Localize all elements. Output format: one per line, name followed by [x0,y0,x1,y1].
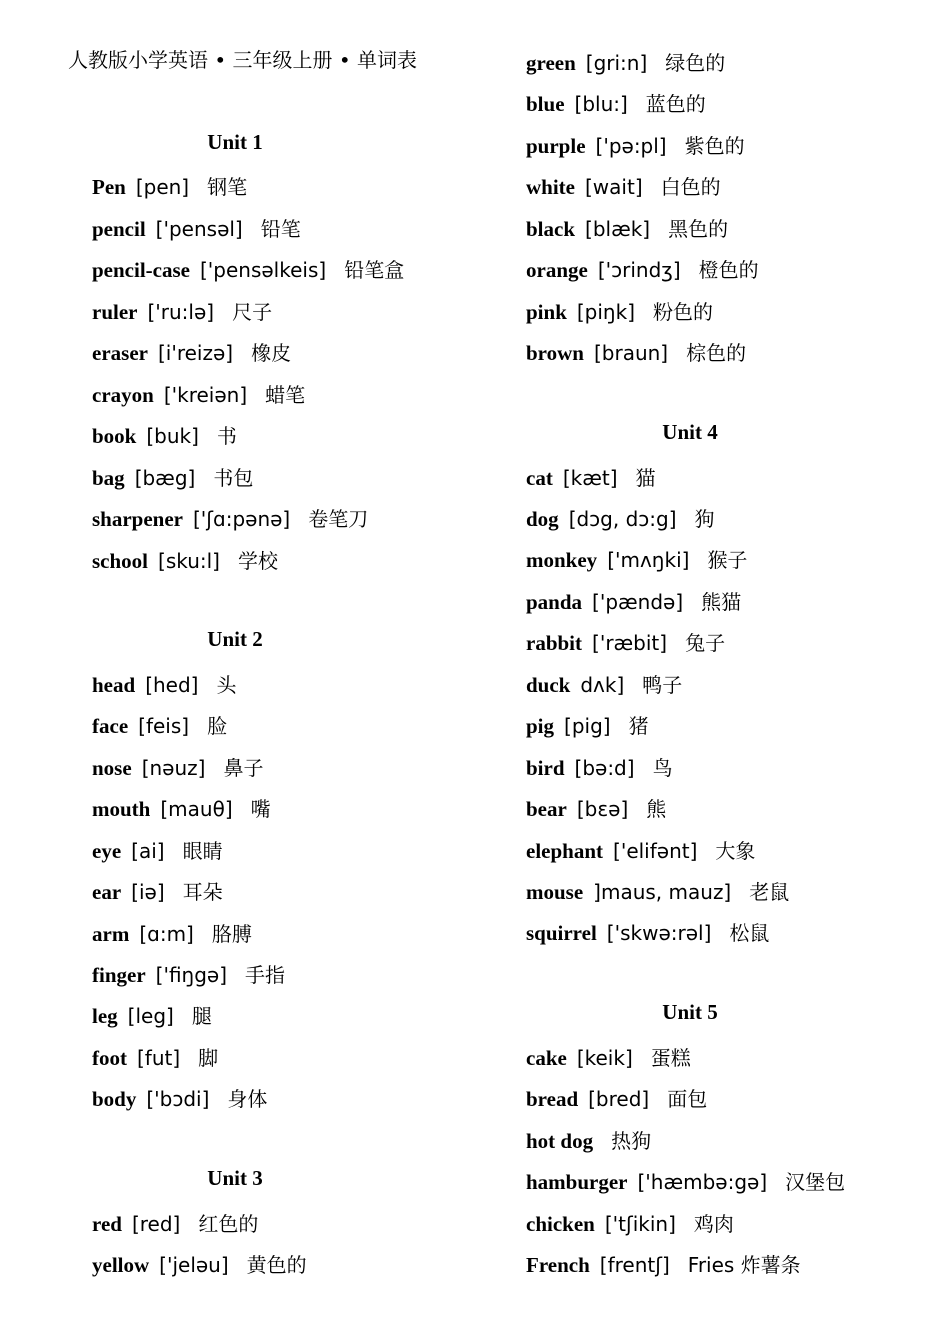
vocab-phonetic: ['ʃɑ:pənə] [193,507,291,532]
vocab-word: pink [526,299,567,324]
vocab-entry [526,835,755,864]
vocab-entry [526,1125,651,1154]
vocab-meaning: 黑色的 [668,216,729,241]
vocab-entry [92,337,291,366]
vocab-entry [92,296,272,325]
vocab-word: leg [92,1004,118,1029]
vocab-meaning: 大象 [715,838,756,863]
vocab-entry [526,752,673,781]
vocab-meaning: 猫 [635,465,656,490]
vocab-word: French [526,1253,590,1278]
vocab-word: mouth [92,797,151,822]
vocab-meaning: 紫色的 [684,133,745,158]
vocab-entry [526,171,721,200]
vocab-phonetic: [i'reizə] [157,341,234,366]
vocab-entry [526,462,656,491]
vocab-entry [92,462,253,491]
vocab-phonetic: [bred] [588,1087,650,1112]
vocab-meaning: 汉堡包 [785,1170,846,1195]
vocab-phonetic: ['ræbit] [592,631,668,656]
vocab-meaning: 蛋糕 [650,1045,691,1070]
vocab-entry [92,420,237,449]
vocab-phonetic: ['mʌŋki] [607,548,690,573]
vocab-phonetic: [bə:d] [574,755,635,780]
vocab-word: mouse [526,880,584,904]
vocab-entry [526,917,769,946]
vocab-meaning: 老鼠 [749,880,790,904]
vocab-meaning: 粉色的 [653,299,713,324]
vocab-entry [92,835,223,864]
vocab-entry [92,171,247,200]
vocab-entry [92,959,285,988]
unit-heading: Unit 3 [207,1166,263,1191]
vocab-word: eye [92,838,122,863]
vocab-meaning: 蜡笔 [265,382,306,407]
unit-heading: Unit 4 [662,420,718,445]
vocab-word: white [526,175,575,200]
vocab-meaning: 书包 [213,465,254,490]
vocab-phonetic: [pig] [564,714,611,739]
vocab-entry [92,710,227,739]
vocab-phonetic: [pen] [135,175,190,200]
vocab-entry [526,669,682,698]
vocab-word: cake [526,1045,567,1070]
vocab-phonetic: ['jeləu] [159,1253,229,1278]
vocab-phonetic: [ai] [131,838,165,863]
vocab-phonetic: ['bɔdi] [146,1087,210,1112]
vocab-meaning: 热狗 [611,1128,652,1153]
vocab-word: bag [92,465,125,490]
vocab-word: finger [92,963,146,987]
vocab-entry [92,669,236,698]
vocab-word: dog [526,506,559,531]
vocab-meaning: 嘴 [250,797,271,822]
vocab-meaning: 红色的 [198,1211,259,1236]
vocab-word: foot [92,1045,127,1070]
vocab-meaning: 身体 [227,1087,268,1112]
vocab-entry [526,503,715,532]
vocab-meaning: 兔子 [685,631,726,656]
vocab-word: nose [92,755,132,780]
vocab-meaning: 鼻子 [223,755,264,780]
vocab-meaning: Fries 炸薯条 [687,1253,801,1278]
vocab-entry [526,793,666,822]
vocab-phonetic: [fut] [137,1045,181,1070]
vocab-word: purple [526,133,586,158]
vocab-phonetic: ]maus, mauz] [593,880,732,904]
vocab-word: pencil [92,216,146,241]
vocab-entry [92,918,252,947]
vocab-entry [92,793,271,822]
vocab-meaning: 棕色的 [686,341,747,366]
vocab-phonetic: dʌk] [580,672,625,697]
vocab-word: squirrel [526,921,597,946]
vocab-phonetic: [mauθ] [160,797,233,822]
vocab-entry [526,1208,734,1237]
vocab-entry [92,876,223,905]
vocab-meaning: 鸟 [652,755,673,780]
vocab-word: Pen [92,175,126,200]
vocab-word: face [92,714,129,739]
vocab-phonetic: [piŋk] [576,299,635,324]
vocab-word: green [526,51,576,75]
vocab-phonetic: ['pensəl] [155,216,243,241]
vocab-meaning: 猪 [628,714,649,739]
vocab-meaning: 松鼠 [729,921,770,946]
vocab-meaning: 面包 [667,1087,708,1112]
vocab-phonetic: [sku:l] [158,548,220,573]
vocab-phonetic: [frentʃ] [599,1253,670,1278]
vocab-entry [526,1249,801,1278]
vocab-phonetic: ['skwə:rəl] [606,921,712,946]
vocab-entry [526,254,759,283]
vocab-word: black [526,216,576,241]
vocab-phonetic: [braun] [593,341,669,366]
vocab-phonetic: [wait] [585,175,643,200]
vocab-entry [526,876,789,905]
vocab-word: eraser [92,341,148,366]
vocab-word: duck [526,672,571,697]
vocab-entry [92,1249,307,1278]
vocab-word: ruler [92,299,138,324]
vocab-meaning: 学校 [237,548,278,573]
vocab-word: orange [526,258,588,283]
vocab-entry [92,503,368,532]
vocab-entry [92,1000,212,1029]
vocab-entry [526,710,649,739]
vocab-phonetic: [hed] [145,672,199,697]
vocab-meaning: 尺子 [232,299,273,324]
vocab-meaning: 钢笔 [207,175,248,200]
vocab-phonetic: ['pə:pl] [595,133,667,158]
vocab-word: bird [526,755,565,780]
vocab-entry [92,254,404,283]
vocab-meaning: 眼睛 [182,838,223,863]
vocab-meaning: 耳朵 [182,880,223,905]
vocab-word: pig [526,714,555,739]
vocab-entry [526,296,713,325]
vocab-meaning: 头 [216,672,237,697]
vocab-meaning: 猴子 [707,548,748,573]
vocab-word: crayon [92,382,154,407]
vocab-meaning: 鸡肉 [693,1211,734,1236]
vocab-entry [92,1083,267,1112]
vocab-entry [526,1083,707,1112]
vocab-word: rabbit [526,631,583,656]
vocab-word: pencil-case [92,258,190,283]
vocab-entry [526,47,725,76]
vocab-meaning: 腿 [191,1004,212,1029]
vocab-meaning: 黄色的 [246,1253,307,1278]
vocab-entry [526,586,741,615]
vocab-entry [526,1042,691,1071]
vocab-word: bread [526,1087,579,1112]
vocab-phonetic: [gri:n] [585,51,648,75]
vocab-word: school [92,548,149,573]
vocab-phonetic: ['hæmbə:gə] [637,1170,768,1195]
vocab-word: red [92,1211,122,1236]
vocab-entry [526,130,745,159]
vocab-word: hamburger [526,1170,628,1195]
vocab-word: body [92,1087,137,1112]
vocab-word: cat [526,465,553,490]
vocab-meaning: 胳膊 [211,921,252,946]
vocab-word: bear [526,797,567,822]
vocab-meaning: 绿色的 [665,51,726,75]
vocab-entry [526,1166,845,1195]
vocab-meaning: 橡皮 [251,341,292,366]
vocab-phonetic: ['pensəlkeis] [199,258,327,283]
vocab-phonetic: [nəuz] [141,755,206,780]
vocab-meaning: 铅笔 [260,216,301,241]
vocab-word: head [92,672,136,697]
vocab-meaning: 熊猫 [701,589,742,614]
vocab-word: chicken [526,1211,595,1236]
vocab-phonetic: [red] [131,1211,181,1236]
vocab-phonetic: ['pændə] [592,589,684,614]
vocab-phonetic: ['tʃikin] [604,1211,676,1236]
vocab-meaning: 手指 [245,963,286,987]
vocab-meaning: 蓝色的 [645,92,706,117]
vocab-meaning: 熊 [646,797,667,822]
vocab-meaning: 橙色的 [698,258,759,283]
vocab-meaning: 脸 [207,714,228,739]
vocab-entry [526,544,747,573]
vocab-meaning: 铅笔盒 [344,258,405,283]
vocab-phonetic: [blæk] [585,216,651,241]
vocab-entry [92,213,301,242]
vocab-phonetic: [leg] [127,1004,174,1029]
vocab-word: ear [92,880,122,905]
vocab-entry [526,337,746,366]
vocab-phonetic: [bɛə] [576,797,629,822]
vocab-phonetic: [iə] [131,880,165,905]
vocab-entry [92,545,278,574]
vocab-word: arm [92,921,130,946]
vocab-phonetic: [kæt] [562,465,618,490]
vocab-entry [92,379,305,408]
vocab-phonetic: [blu:] [574,92,628,117]
vocab-meaning: 鸭子 [642,672,683,697]
vocab-entry [92,752,263,781]
vocab-phonetic: ['ɔrindʒ] [597,258,681,283]
vocab-word: panda [526,589,583,614]
vocab-phonetic: [bæg] [134,465,196,490]
vocab-entry [92,1208,258,1237]
vocab-phonetic: ['elifənt] [613,838,698,863]
vocab-word: book [92,424,137,449]
vocab-meaning: 书 [216,424,237,449]
vocab-entry [92,1042,218,1071]
vocab-phonetic: [feis] [138,714,190,739]
vocab-word: elephant [526,838,604,863]
vocab-entry [526,213,728,242]
vocab-phonetic: ['kreiən] [163,382,248,407]
vocab-entry [526,88,706,117]
vocab-meaning: 卷笔刀 [308,507,369,532]
vocab-word: sharpener [92,507,183,532]
unit-heading: Unit 1 [207,130,263,154]
vocab-phonetic: ['fiŋgə] [155,963,228,987]
vocab-phonetic: [keik] [576,1045,633,1070]
vocab-phonetic: [buk] [146,424,199,449]
vocab-phonetic: [ɑ:m] [139,921,194,946]
vocab-entry [526,627,725,656]
unit-heading: Unit 2 [207,627,263,652]
vocab-word: hot dog [526,1128,594,1153]
unit-heading: Unit 5 [662,1000,718,1025]
vocab-meaning: 白色的 [660,175,721,200]
document-title: 人教版小学英语 • 三年级上册 • 单词表 [68,48,418,72]
vocab-meaning: 狗 [694,506,715,531]
vocab-phonetic: ['ru:lə] [147,299,215,324]
vocab-word: yellow [92,1253,150,1278]
vocab-word: monkey [526,548,598,573]
vocab-word: blue [526,92,565,117]
vocab-word: brown [526,341,584,366]
vocab-phonetic: [dɔg, dɔ:g] [568,506,677,531]
vocab-meaning: 脚 [198,1045,219,1070]
